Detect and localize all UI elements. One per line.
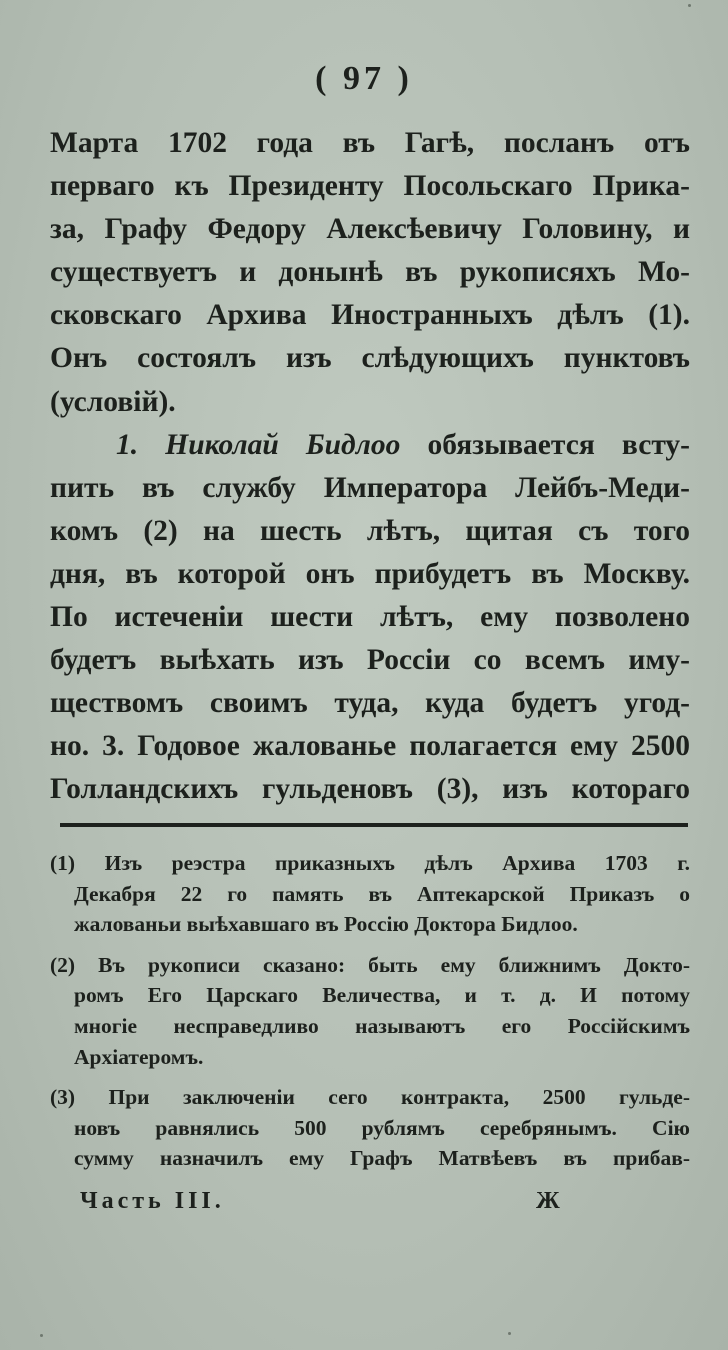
footnote-line: (3) При заключеніи сего контракта, 2500 гульде- [50,1085,690,1110]
text-line: за, Графу Федору Алексѣевичу Головину, и [50,213,690,246]
text-line: По истеченіи шести лѣтъ, ему позволено [50,601,690,634]
paper-speck [40,1334,43,1337]
text-line: будетъ выѣхать изъ Россіи со всемъ иму- [50,644,690,677]
text-line: Голландскихъ гульденовъ (3), изъ котораго [50,773,690,806]
text-line: перваго къ Президенту Посольскаго Прика- [50,170,690,203]
footnote-line: (1) Изъ реэстра приказныхъ дѣлъ Архива 1703 г. [50,851,690,875]
text-line: пить въ службу Императора Лейбъ-Меди- [50,471,690,504]
footnote-line: (2) Въ рукописи сказано: быть ему ближнимъ Докто- [50,952,690,977]
footnote-line: новъ равнялись 500 рублямъ серебрянымъ. Сію [74,1115,690,1140]
text-line: комъ (2) на шесть лѣтъ, щитая съ того [50,514,690,547]
signature-letter: Ж [536,1188,560,1214]
contract-point-name: 1. Николай Бидлоо [116,428,401,461]
footnote-2 [50,950,690,1072]
paragraph-first-line [50,424,690,467]
text-line: но. 3. Годовое жалованье полагается ему 2500 [50,730,690,763]
contract-point-text: обязывается всту- [400,428,690,461]
paper-speck [688,4,691,7]
footnote-line: многіе несправедливо называютъ его Россійскимъ [74,1013,690,1038]
footnote-3 [50,1082,690,1174]
footnotes [50,848,690,1184]
main-text [50,122,690,812]
footnote-line: Архіатеромъ. [74,1044,204,1069]
printer-signature [80,1188,640,1222]
page-number: ( 97 ) [315,60,413,97]
footnote-1 [50,848,690,940]
text-line: существуетъ и донынѣ въ рукописяхъ Мо- [50,256,690,289]
footnote-line: Декабря 22 го память въ Аптекарской Приказъ о [74,881,690,906]
text-line: дня, въ которой онъ прибудетъ въ Москву. [50,557,690,590]
footnote-line: сумму назначилъ ему Графъ Матвѣевъ въ прибав- [74,1146,690,1171]
text-line: сковскаго Архива Иностранныхъ дѣлъ (1). [50,299,690,332]
volume-part-label: Часть III. [80,1188,225,1214]
text-line: Онъ состоялъ изъ слѣдующихъ пунктовъ [50,342,690,375]
text-line: ществомъ своимъ туда, куда будетъ угод- [50,687,690,720]
footnote-divider [60,823,688,827]
paper-speck [508,1332,511,1335]
text-line: Марта 1702 года въ Гагѣ, посланъ отъ [50,127,690,159]
footnote-line: жалованьи выѣхавшаго въ Россію Доктора Бидлоо. [74,912,578,937]
text-line: (условій). [50,385,176,418]
footnote-line: ромъ Его Царскаго Величества, и т. д. И потому [74,983,690,1008]
